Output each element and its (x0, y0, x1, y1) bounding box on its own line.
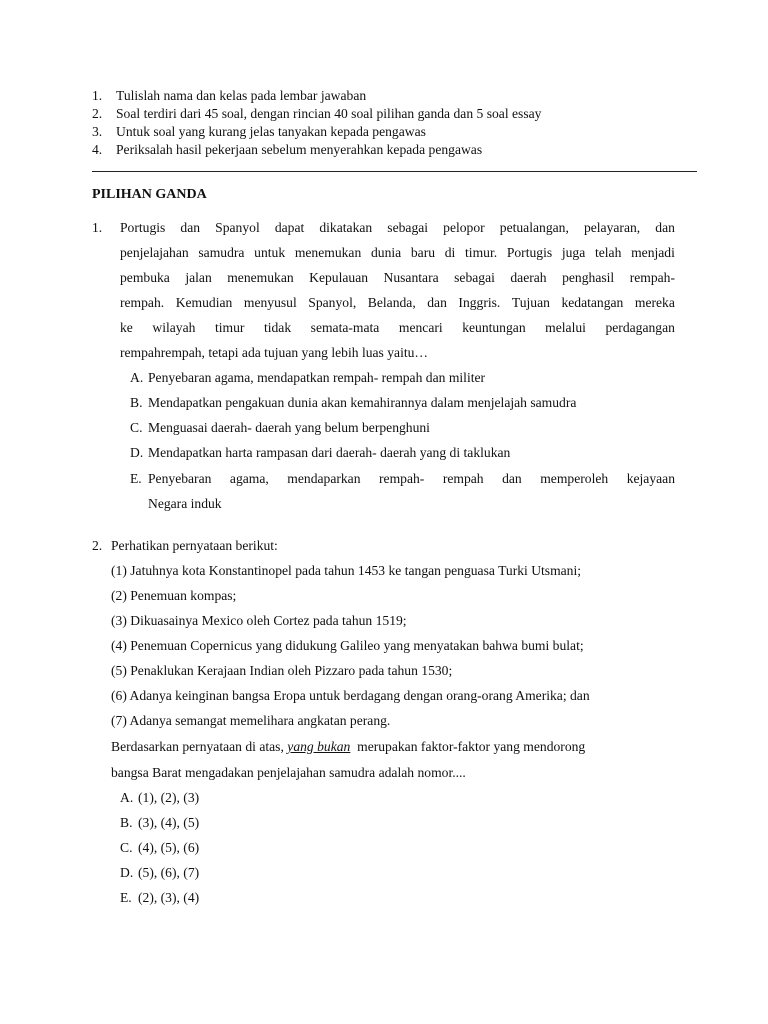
option-letter: C. (120, 840, 133, 855)
word: samudra (198, 245, 245, 260)
word: mendaparkan (287, 471, 361, 486)
option-letter: D. (120, 865, 134, 880)
question-text-line: rempahrempah, tetapi ada tujuan yang lebih luas yaitu… (120, 345, 429, 360)
stem-text: Berdasarkan pernyataan di atas, (111, 739, 284, 754)
option-letter: B. (120, 815, 133, 830)
word: keuntungan (462, 320, 526, 335)
word: melalui (545, 320, 586, 335)
word: di (444, 245, 456, 260)
word: Kepulauan (309, 270, 369, 285)
word: dikatakan (319, 220, 373, 235)
word: Spanyol (215, 220, 260, 235)
option-text (148, 472, 675, 486)
instruction-number: 2. (92, 106, 103, 121)
word: mereka (634, 295, 675, 310)
question-text-line (120, 296, 675, 310)
question-text-line (120, 321, 675, 335)
word: semata-mata (310, 320, 380, 335)
word: penjelajahan (120, 245, 189, 260)
word: dunia (370, 245, 402, 260)
question-number: 1. (92, 220, 103, 235)
instruction-text: Periksalah hasil pekerjaan sebelum menyerahkan kepada pengawas (116, 142, 483, 157)
word: Penyebaran (148, 471, 212, 486)
word: dan (502, 471, 522, 486)
word: Belanda, (367, 295, 416, 310)
word: pelopor (443, 220, 485, 235)
statement-item: (6) Adanya keinginan bangsa Eropa untuk berdagang dengan orang-orang Amerika; dan (111, 688, 590, 703)
word: timur (214, 320, 245, 335)
word: mencari (398, 320, 443, 335)
instruction-text: Soal terdiri dari 45 soal, dengan rincian 40 soal pilihan ganda dan 5 soal essay (116, 106, 542, 121)
word: tidak (263, 320, 292, 335)
word: timur. (465, 245, 498, 260)
option-letter: A. (130, 370, 144, 385)
word: pelayaran, (583, 220, 641, 235)
word: dan (180, 220, 201, 235)
word: Spanyol, (308, 295, 357, 310)
word: ke (120, 320, 133, 335)
question-stem: bangsa Barat mengadakan penjelajahan samudra adalah nomor.... (111, 765, 466, 780)
word: menjadi (631, 245, 675, 260)
word: Portugis (120, 220, 166, 235)
word: perdagangan (605, 320, 675, 335)
question-text-line (120, 221, 675, 235)
word: Kemudian (175, 295, 233, 310)
option-text: Mendapatkan pengakuan dunia akan kemahirannya dalam menjelajah samudra (148, 395, 577, 410)
word: kejayaan (626, 471, 675, 486)
option-letter: A. (120, 790, 134, 805)
statement-item: (4) Penemuan Copernicus yang didukung Galileo yang menyatakan bahwa bumi bulat; (111, 638, 584, 653)
option-text: (1), (2), (3) (138, 790, 200, 805)
option-text: Mendapatkan harta rampasan dari daerah- daerah yang di taklukan (148, 445, 511, 460)
section-heading: PILIHAN GANDA (92, 187, 207, 202)
word: daerah (510, 270, 547, 285)
word: rempah- (629, 270, 675, 285)
word: untuk (254, 245, 286, 260)
word: Portugis (506, 245, 553, 260)
option-text: Menguasai daerah- daerah yang belum berpenghuni (148, 420, 430, 435)
option-text: (3), (4), (5) (138, 815, 200, 830)
word: dan (655, 220, 675, 235)
instruction-text: Untuk soal yang kurang jelas tanyakan kepada pengawas (116, 124, 426, 139)
instruction-number: 3. (92, 124, 103, 139)
word: petualangan, (499, 220, 569, 235)
word: rempah. (120, 295, 165, 310)
option-letter: E. (130, 471, 142, 486)
option-text: (4), (5), (6) (138, 840, 200, 855)
word: juga (561, 245, 586, 260)
word: rempah (442, 471, 484, 486)
word: telah (594, 245, 622, 260)
word: penghasil (562, 270, 615, 285)
word: sebagai (454, 270, 495, 285)
word: jalan (185, 270, 212, 285)
word: menyusul (243, 295, 297, 310)
word: wilayah (152, 320, 196, 335)
word: menemukan (294, 245, 362, 260)
word: memperoleh (540, 471, 609, 486)
instruction-number: 4. (92, 142, 103, 157)
option-text: (2), (3), (4) (138, 890, 200, 905)
instruction-number: 1. (92, 88, 103, 103)
word: Tujuan (511, 295, 550, 310)
question-text-line (120, 246, 675, 260)
word: rempah- (379, 471, 425, 486)
word: sebagai (387, 220, 429, 235)
statement-item: (2) Penemuan kompas; (111, 588, 237, 603)
question-intro: Perhatikan pernyataan berikut: (111, 538, 278, 553)
statement-item: (1) Jatuhnya kota Konstantinopel pada tahun 1453 ke tangan penguasa Turki Utsmani; (111, 563, 582, 578)
word: baru (410, 245, 436, 260)
statement-item: (7) Adanya semangat memelihara angkatan perang. (111, 713, 391, 728)
question-text-line (120, 271, 675, 285)
option-letter: B. (130, 395, 143, 410)
word: Nusantara (383, 270, 439, 285)
option-text: (5), (6), (7) (138, 865, 200, 880)
word: menemukan (227, 270, 294, 285)
option-letter: C. (130, 420, 143, 435)
option-text: Penyebaran agama, mendapatkan rempah- rempah dan militer (148, 370, 486, 385)
option-letter: D. (130, 445, 144, 460)
statement-item: (3) Dikuasainya Mexico oleh Cortez pada tahun 1519; (111, 613, 407, 628)
statement-item: (5) Penaklukan Kerajaan Indian oleh Pizzaro pada tahun 1530; (111, 663, 453, 678)
stem-text: merupakan faktor-faktor yang mendorong (357, 739, 586, 754)
word: dapat (274, 220, 305, 235)
word: dan (427, 295, 447, 310)
question-number: 2. (92, 538, 103, 553)
word: agama, (229, 471, 269, 486)
option-text: Negara induk (148, 496, 222, 511)
separator-line (92, 171, 697, 172)
option-letter: E. (120, 890, 132, 905)
question-stem (111, 740, 585, 754)
word: Inggris. (458, 295, 501, 310)
stem-emphasis: yang bukan (287, 739, 351, 754)
word: kedatangan (561, 295, 624, 310)
instruction-text: Tulislah nama dan kelas pada lembar jawaban (116, 88, 367, 103)
word: pembuka (120, 270, 170, 285)
